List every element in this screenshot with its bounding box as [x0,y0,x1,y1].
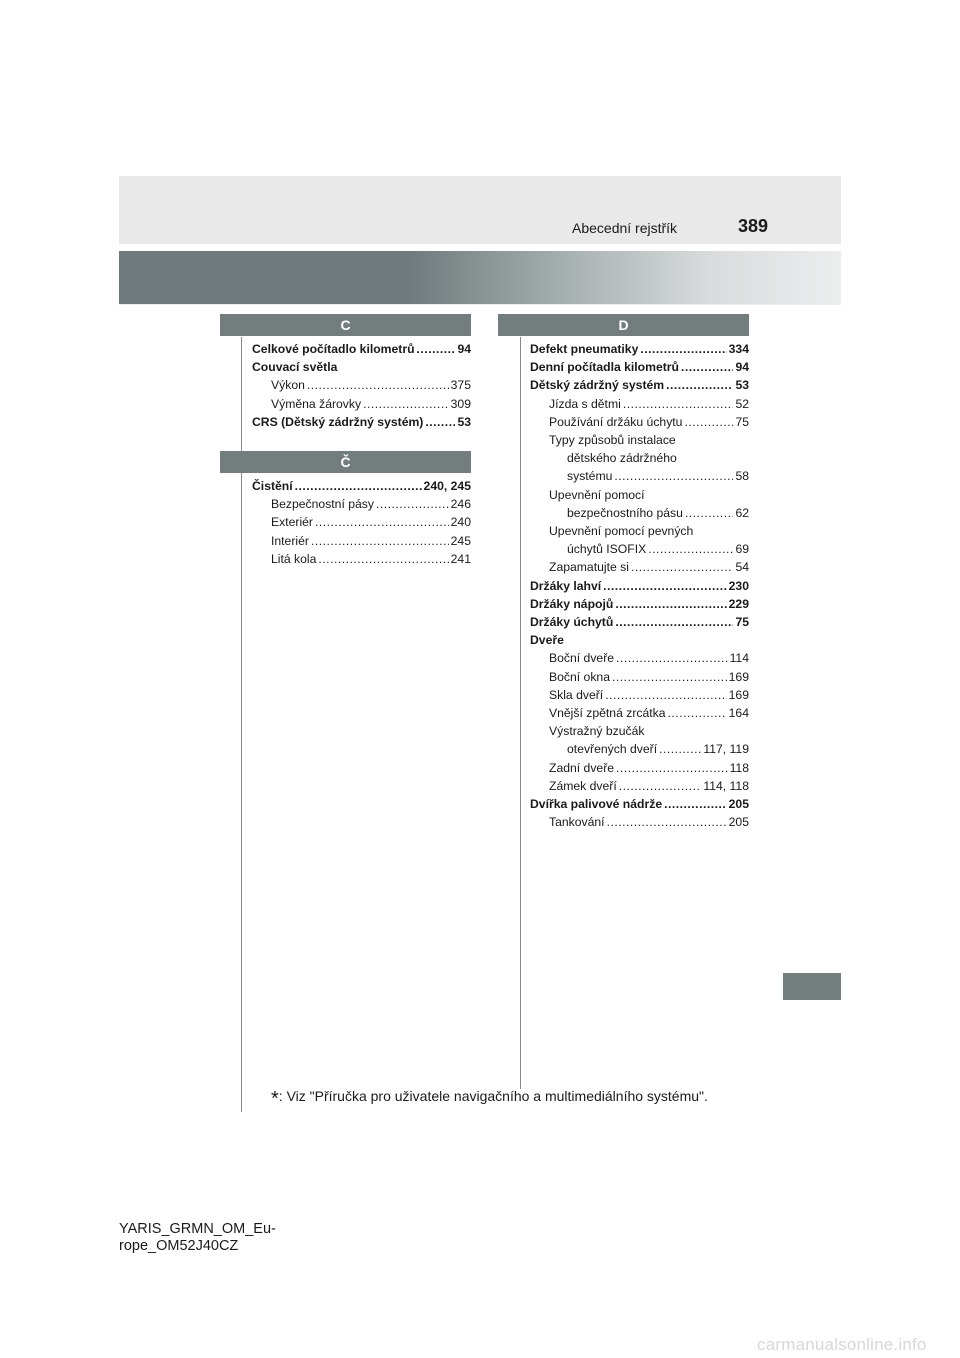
index-entry-label: bezpečnostního pásu [567,505,683,520]
leader-dots [605,686,726,704]
index-entry-page: 169 [728,687,749,702]
index-entry [530,558,749,576]
leader-dots [363,395,449,413]
index-entry [530,467,749,485]
index-entry [530,504,749,522]
index-entry [530,449,749,467]
index-entry [530,777,749,795]
section-header-c-caron: Č [220,451,471,473]
leader-dots [623,395,734,413]
section-header-d: D [498,314,749,336]
leader-dots [664,795,727,813]
index-entry-label: Zapamatujte si [549,560,629,575]
middle-column-rule [520,337,521,1089]
index-entry [530,740,749,758]
leader-dots [615,595,726,613]
index-entry-page: 94 [735,360,749,375]
index-entry-label: Jízda s dětmi [549,396,621,411]
index-entry-page: 240 [450,515,471,530]
index-entry-label: Vnější zpětná zrcátka [549,706,666,721]
index-entry [530,631,749,649]
index-entry-label: Čistění [252,479,293,493]
index-list-d [530,340,749,831]
leader-dots [417,340,456,358]
index-entry [530,595,749,613]
index-entry-label: Upevnění pomocí [549,487,645,502]
index-entry-label: Skla dveří [549,687,604,702]
index-list-c [252,340,471,431]
leader-dots [615,613,733,631]
index-entry-label: Upevnění pomocí pevných [549,524,694,539]
index-entry-label: systému [567,469,613,484]
leader-dots [681,358,733,376]
index-entry [530,649,749,667]
index-entry-label: Dvířka palivové nádrže [530,797,663,812]
index-entry-label: CRS (Dětský zádržný systém) [252,414,424,429]
leader-dots [631,558,734,576]
index-entry-page: 52 [735,396,749,411]
leader-dots [311,532,449,550]
leader-dots [315,513,449,531]
index-entry [530,704,749,722]
index-entry-label: Dveře [530,633,564,648]
leader-dots [318,550,448,568]
index-entry-page: 53 [735,378,749,393]
index-entry [530,722,749,740]
index-entry-page: 58 [735,469,749,484]
index-entry-label: Interiér [271,533,309,548]
index-entry-page: 229 [728,596,749,611]
index-entry-page: 117, 119 [703,742,749,757]
index-entry-page: 334 [728,342,749,356]
leader-dots [685,504,734,522]
footnote-text: : Viz "Příručka pro uživatele navigačního a multimediálního systému". [278,1088,708,1104]
index-entry-label: Couvací světla [252,360,338,375]
document-id-line-1: YARIS_GRMN_OM_Eu- [119,1221,276,1237]
index-entry-page: 205 [728,797,749,812]
index-entry-page: 53 [457,414,471,429]
index-entry [530,813,749,831]
index-entry-label: Držáky nápojů [530,596,614,611]
index-entry-page: 164 [728,706,749,721]
index-entry [530,358,749,376]
index-entry-page: 75 [735,615,749,630]
index-entry-label: Používání držáku úchytu [549,414,683,429]
index-list-c-caron [252,477,471,568]
index-entry-label: Zámek dveří [549,778,617,793]
index-entry [252,495,471,513]
index-entry-label: Tankování [549,815,605,830]
index-entry-page: 114, 118 [703,778,749,793]
index-entry-label: Boční dveře [549,651,615,666]
index-entry [252,513,471,531]
index-entry [530,431,749,449]
index-entry [252,532,471,550]
index-entry [252,358,471,376]
index-entry-page: 75 [735,414,749,429]
index-entry-label: Výstražný bzučák [549,724,645,739]
index-entry [530,668,749,686]
leader-dots [616,759,728,777]
section-header-c: C [220,314,471,336]
index-entry-label: Držáky úchytů [530,615,614,630]
index-entry-label: Defekt pneumatiky [530,342,639,356]
divider [119,304,841,305]
leader-dots [659,740,701,758]
index-entry-label: Zadní dveře [549,760,615,775]
footnote-mark: * [271,1088,279,1110]
index-entry-label: Exteriér [271,515,313,530]
watermark: carmanualsonline.info [757,1335,927,1354]
footnote [271,1088,708,1111]
leader-dots [425,413,455,431]
index-entry-label: Celkové počítadlo kilometrů [252,342,415,356]
header-band [119,176,841,244]
index-entry [530,686,749,704]
index-entry [530,413,749,431]
chapter-tab [783,973,841,1000]
leader-dots [607,813,727,831]
index-entry-page: 62 [735,505,749,520]
leader-dots [603,577,727,595]
index-entry-page: 94 [457,342,471,356]
index-entry [530,340,749,358]
leader-dots [612,668,727,686]
index-entry-label: Litá kola [271,551,317,566]
index-entry-page: 114 [729,651,749,666]
index-entry-page: 118 [729,760,749,775]
leader-dots [668,704,727,722]
section-title: Abecední rejstřík [572,220,678,236]
index-entry-page: 169 [728,669,749,684]
document-id-line-2: rope_OM52J40CZ [119,1238,239,1254]
index-entry [530,486,749,504]
leader-dots [614,467,733,485]
leader-dots [684,413,733,431]
index-entry-label: dětského zádržného [567,451,677,466]
index-entry [530,522,749,540]
index-entry [530,759,749,777]
index-entry [530,577,749,595]
leader-dots [307,376,449,394]
index-entry [252,395,471,413]
index-entry-page: 230 [728,578,749,593]
index-entry [530,376,749,394]
index-entry-label: otevřených dveří [567,742,658,757]
index-entry [530,795,749,813]
index-entry-page: 241 [450,551,471,566]
index-entry-label: Denní počítadla kilometrů [530,360,679,375]
index-entry-page: 240, 245 [423,479,471,493]
index-entry-label: Výkon [271,378,305,393]
index-entry-label: Výměna žárovky [271,396,362,411]
index-entry-page: 375 [450,378,471,393]
index-entry [252,550,471,568]
index-entry [530,613,749,631]
index-entry-label: Boční okna [549,669,610,684]
index-entry-page: 246 [450,497,471,512]
leader-dots [666,376,733,394]
index-entry-page: 69 [735,542,749,557]
index-entry [252,340,471,358]
index-entry-label: Bezpečnostní pásy [271,497,374,512]
index-entry-label: Dětský zádržný systém [530,378,665,393]
index-entry [530,540,749,558]
leader-dots [619,777,702,795]
leader-dots [616,649,728,667]
leader-dots [295,477,422,495]
index-entry-label: Typy způsobů instalace [549,433,676,448]
index-entry-page: 54 [735,560,749,575]
document-id [119,1221,276,1255]
index-entry-page: 205 [728,815,749,830]
index-entry-label: úchytů ISOFIX [567,542,647,557]
index-entry [252,413,471,431]
index-entry-page: 245 [450,533,471,548]
decorative-gradient-band [119,251,841,304]
index-entry-label: Držáky lahví [530,578,602,593]
index-entry-page: 309 [450,396,471,411]
leader-dots [640,340,726,358]
leader-dots [648,540,733,558]
index-entry [252,477,471,495]
leader-dots [376,495,449,513]
index-entry [530,395,749,413]
page-number: 389 [738,216,769,236]
index-entry [252,376,471,394]
